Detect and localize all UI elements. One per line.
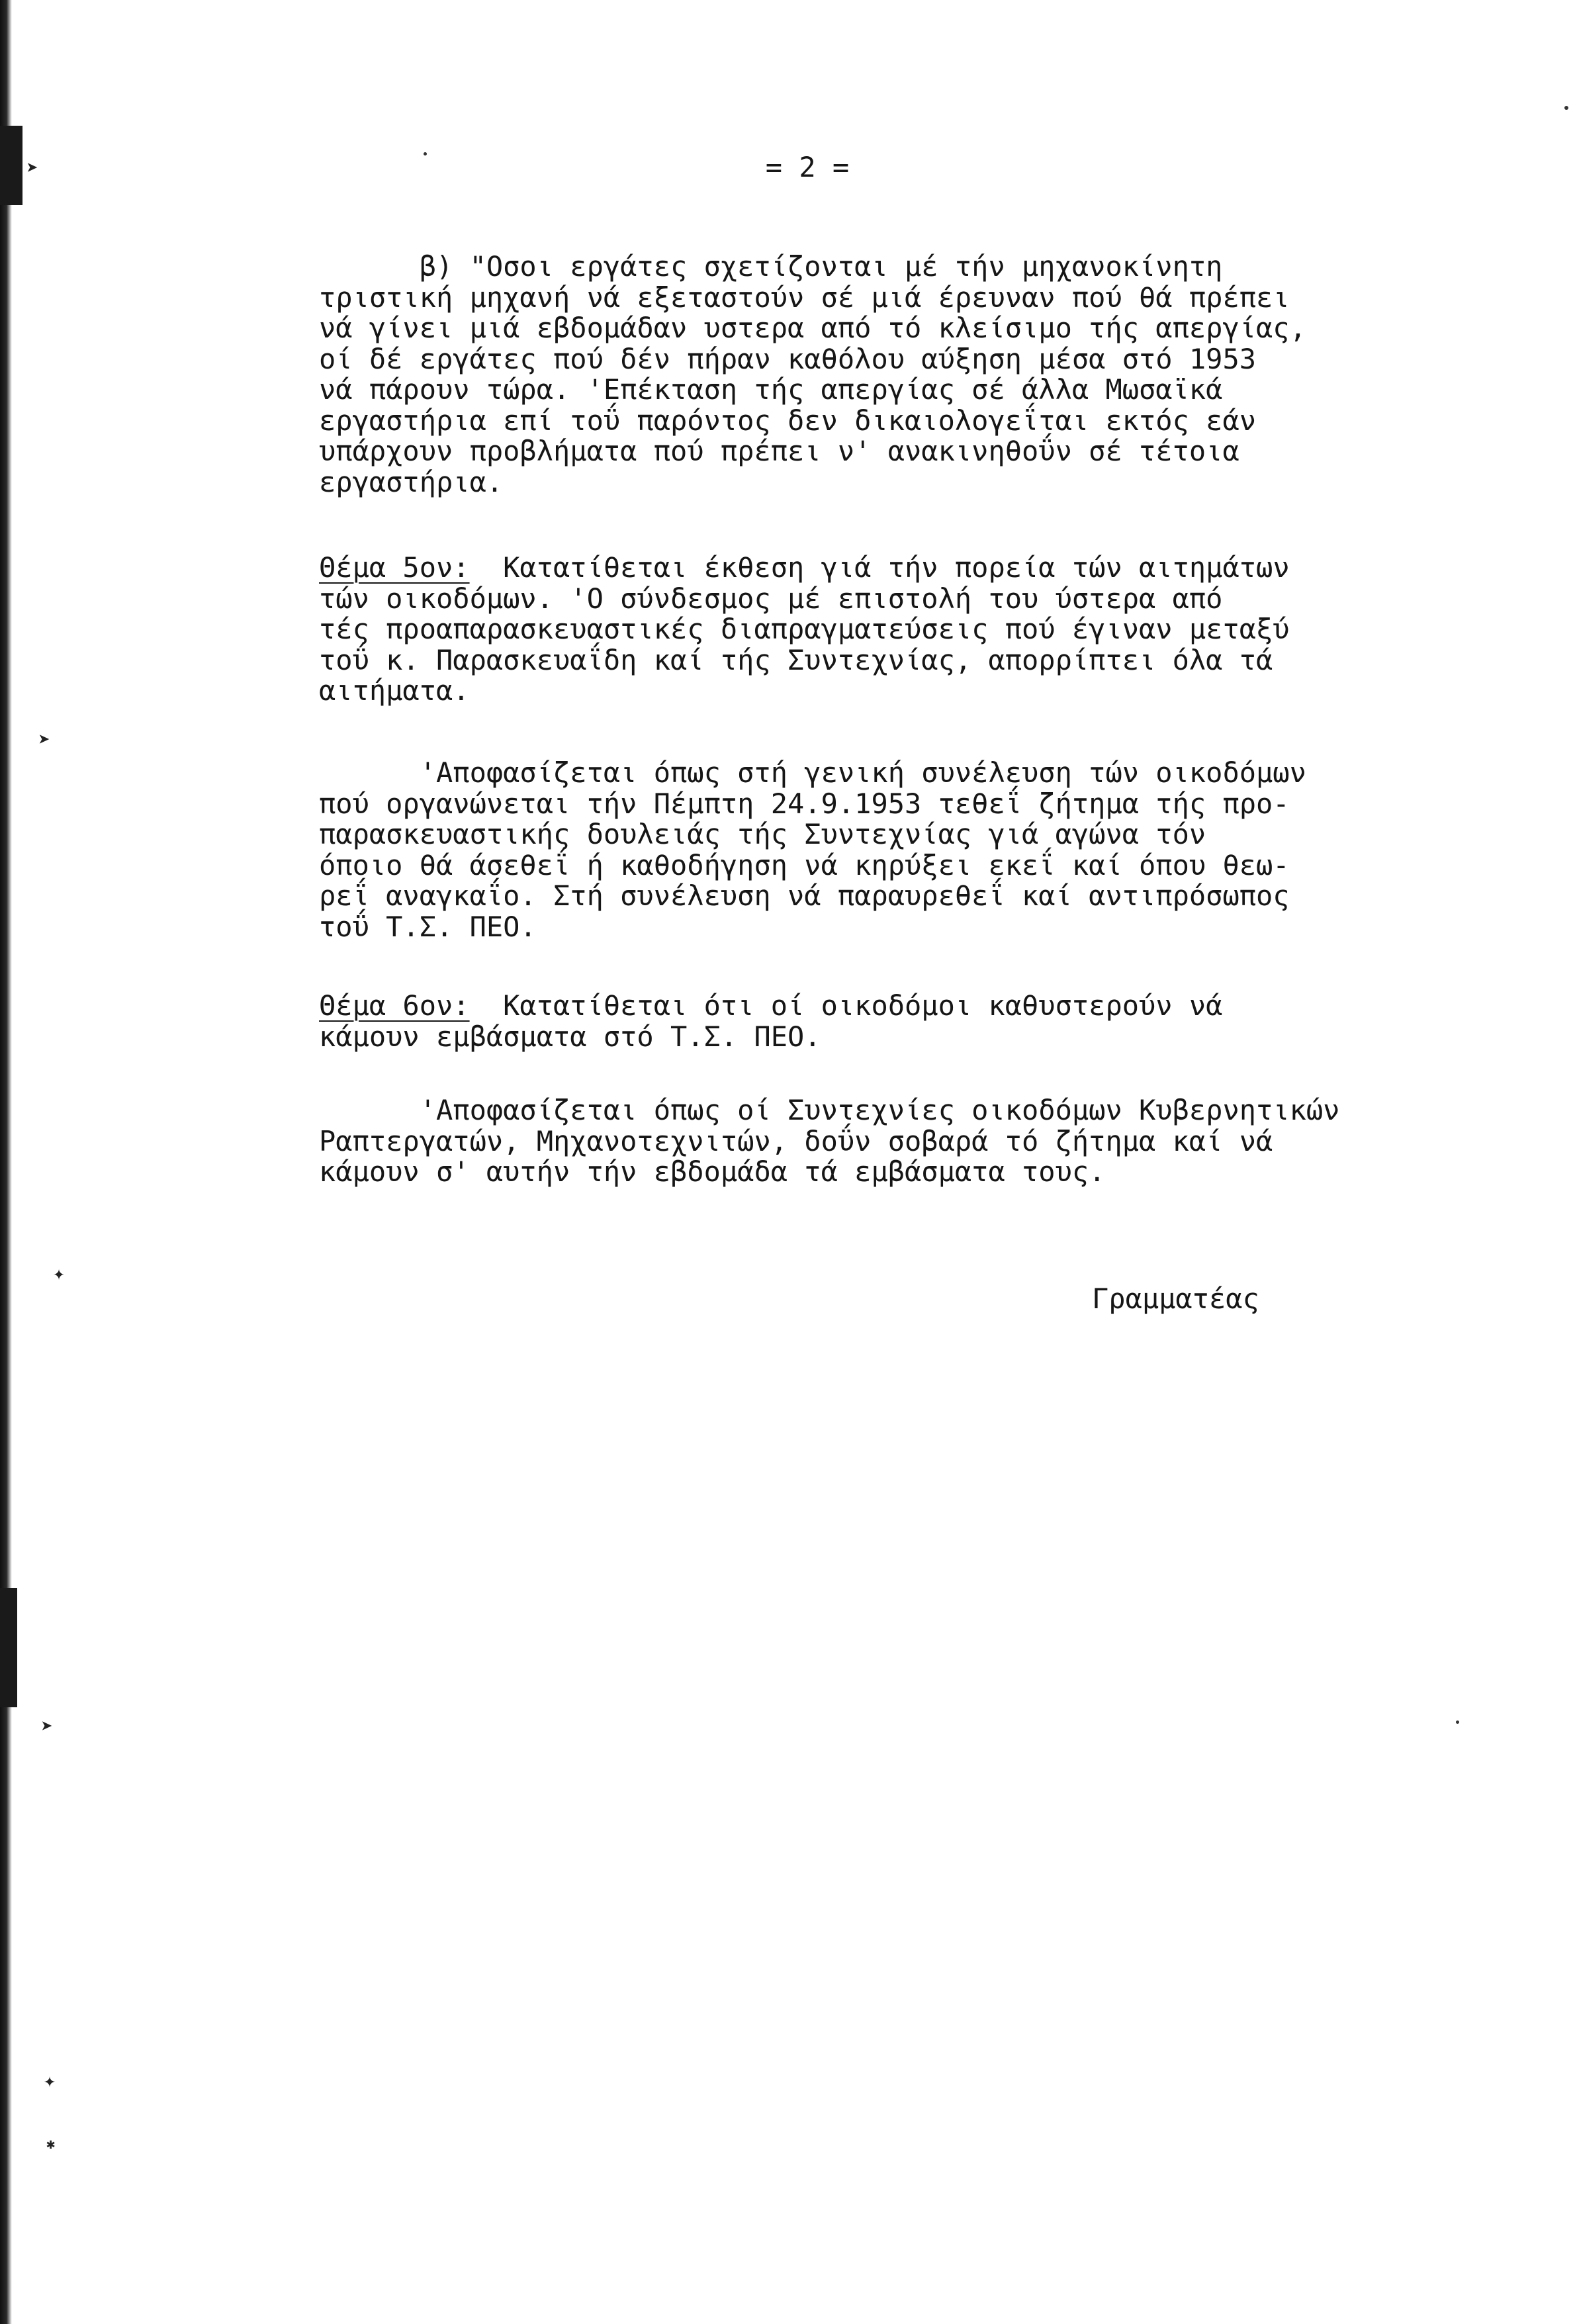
punch-mark: ➤	[26, 157, 39, 180]
text-line: υπάρχουν προβλήματα πού πρέπει ν' ανακινηθοΰν σέ τέτοια	[319, 435, 1239, 467]
text-line: νά πάρουν τώρα. 'Επέκταση τής απεργίας σέ άλλα Μωσαϊκά	[319, 373, 1223, 406]
text-line: όποιο θά άσεθεΐ ή καθοδήγηση νά κηρύξει εκεΐ καί όπου θεω-	[319, 848, 1290, 881]
section-heading: Θέμα 6ον:	[319, 989, 470, 1022]
text-line: τοΰ Τ.Σ. ΠΕΟ.	[319, 910, 537, 943]
text-line: παρασκευαστικής δουλειάς τής Συντεχνίας γιά αγώνα τόν	[319, 818, 1206, 850]
text-line-rest: Κατατίθεται έκθεση γιά τήν πορεία τών αιτημάτων	[469, 551, 1290, 584]
text-line: τές προαπαρασκευαστικές διαπραγματεύσεις πού έγιναν μεταξύ	[319, 613, 1290, 645]
text-line: κάμουν εμβάσματα στό Τ.Σ. ΠΕΟ.	[319, 1020, 821, 1053]
text-line: κάμουν σ' αυτήν τήν εβδομάδα τά εμβάσματα τους.	[319, 1155, 1106, 1188]
text-line: ρεΐ αναγκαΐο. Στή συνέλευση νά παραυρεθεΐ καί αντιπρόσωπος	[319, 879, 1290, 912]
punch-mark: ➤	[38, 729, 51, 752]
paragraph-decision-2	[319, 1095, 1510, 1188]
text-line-rest: Κατατίθεται ότι οί οικοδόμοι καθυστερούν νά	[469, 989, 1223, 1022]
scan-speck	[424, 152, 427, 156]
scan-speck	[1564, 106, 1568, 110]
text-line: τοΰ κ. Παρασκευαΐδη καί τής Συντεχνίας, απορρίπτει όλα τά	[319, 643, 1273, 676]
scan-edge-notch	[0, 126, 22, 205]
punch-mark: ➤	[41, 1715, 54, 1738]
text-line: οί δέ εργάτες πού δέν πήραν καθόλου αύξηση μέσα στό 1953	[319, 342, 1257, 375]
signature-title: Γραμματέας	[1092, 1282, 1259, 1315]
text-line: εργαστήρια επί τοΰ παρόντος δεν δικαιολογεΐται εκτός εάν	[319, 404, 1257, 437]
text-line: Ραπτεργατών, Μηχανοτεχνιτών, δοΰν σοβαρά τό ζήτημα καί νά	[319, 1124, 1273, 1157]
paragraph-thema-6	[319, 991, 1510, 1052]
text-line	[319, 553, 1510, 584]
scan-edge-shadow	[0, 0, 12, 2324]
text-line: 'Αποφασίζεται όπως οί Συντεχνίες οικοδόμων Κυβερνητικών	[319, 1094, 1340, 1126]
paragraph-thema-5	[319, 553, 1510, 707]
paragraph-decision-1	[319, 758, 1510, 942]
text-line: αιτήματα.	[319, 674, 470, 707]
page-number: = 2 =	[765, 151, 850, 183]
text-line: τών οικοδόμων. 'Ο σύνδεσμος μέ επιστολή του ύστερα από	[319, 582, 1223, 615]
punch-mark: ✦	[44, 2069, 56, 2092]
text-line: νά γίνει μιά εβδομάδαν υστερα από τό κλείσιμο τής απεργίας,	[319, 312, 1306, 344]
scan-speck	[1456, 1721, 1459, 1724]
section-heading: Θέμα 5ον:	[319, 551, 470, 584]
scan-edge-notch	[0, 1588, 17, 1707]
text-line: εργαστήρια.	[319, 465, 504, 498]
punch-mark: ✱	[46, 2136, 56, 2153]
paragraph-beta	[319, 251, 1510, 498]
text-line: πού οργανώνεται τήν Πέμπτη 24.9.1953 τεθεΐ ζήτημα τής προ-	[319, 787, 1290, 820]
text-line	[319, 991, 1510, 1022]
text-line: τριστική μηχανή νά εξεταστούν σέ μιά έρευναν πού θά πρέπει	[319, 281, 1290, 314]
text-line: 'Αποφασίζεται όπως στή γενική συνέλευση τών οικοδόμων	[319, 756, 1306, 789]
punch-mark: ✦	[53, 1262, 66, 1285]
text-line: β) "Οσοι εργάτες σχετίζονται μέ τήν μηχανοκίνητη	[319, 250, 1223, 283]
